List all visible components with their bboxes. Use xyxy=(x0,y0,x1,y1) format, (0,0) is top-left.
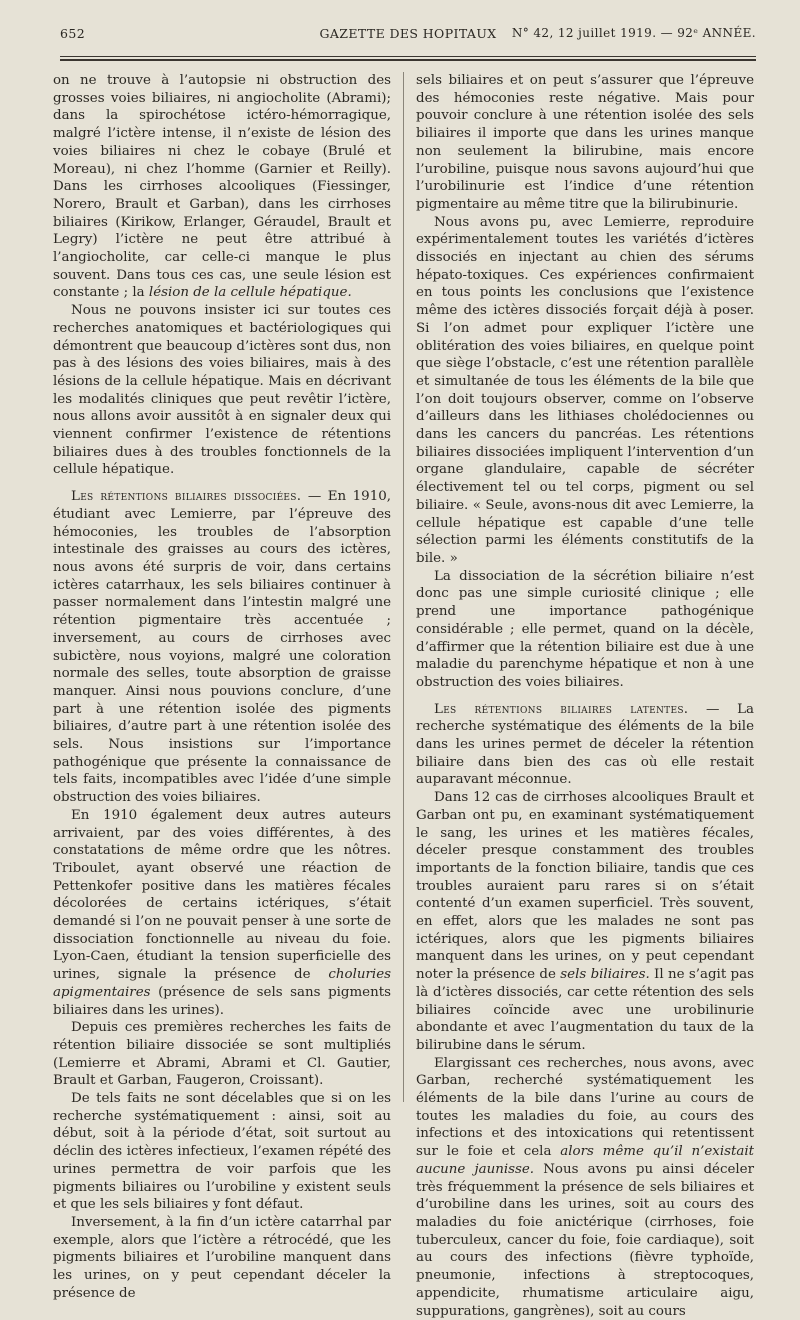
header-rule-thick xyxy=(60,59,756,61)
section-heading: Les rétentions biliaires dissociées. xyxy=(71,489,302,505)
paragraph: Nous ne pouvons insister ici sur toutes ces recherches anatomiques et bactériologiques qui démontrent que beaucoup d’ictères sont dus, non pas à des lésions des voies biliaires, mais à des lésions de la cellule hépatique. Mais en décrivant les modalités cliniques que peut revêtir l’ictère, nous allons avoir aussitôt à en signaler deux qui viennent confirmer l’existence de rétentions biliaires dues à des troubles fonctionnels de la cellule hépatique. xyxy=(53,303,391,478)
paragraph: En 1910 également deux autres auteurs arrivaient, par des voies différentes, à des constatations de même ordre que les nôtres. Triboulet, ayant observé une réaction de Pettenkofer positive dans les matières fécales décolorées de certains ictériques, s’était demandé si l’on ne pouvait penser à une sorte de dissociation fonctionnelle au niveau du foie. Lyon-Caen, étudiant la tension superficielle des urines, signale la présence de choluries apigmentaires (présence de sels sans pigments biliaires dans les urines). xyxy=(53,807,391,1018)
paragraph: Nous avons pu, avec Lemierre, reproduire expérimentalement toutes les variétés d’ictères dissociés en injectant au chien des sérums hépato-toxiques. Ces expériences confirmaient en tous points les conclusions que l’existence même des ictères dissociés forçait déjà à poser. Si l’on admet pour expliquer l’ictère une oblitération des voies biliaires, en quelque point que siège l’obstacle, c’est une rétention parallèle et simultanée de tous les éléments de la bile que l’on doit toujours observer, comme on l’observe d’ailleurs dans les lithiases cholédociennes ou dans les cancers du pancréas. Les rétentions biliaires dissociées impliquent l’intervention d’un organe glandulaire, capable de sécréter électivement tel ou tel corps, pigment ou sel biliaire. « Seule, avons-nous dit avec Lemierre, la cellule hépatique est capable d’une telle sélection parmi les éléments constitutifs de la bile. » xyxy=(416,214,754,566)
page-header xyxy=(60,22,756,44)
section-heading: Les rétentions biliaires latentes. xyxy=(434,701,689,717)
paragraph: Depuis ces premières recherches les faits de rétention biliaire dissociée se sont multipliés (Lemierre et Abrami, Abrami et Cl. Gautier, Brault et Garban, Faugeron, Croissant). xyxy=(53,1020,391,1089)
section-paragraph: Les rétentions biliaires dissociées. — En 1910, étudiant avec Lemierre, par l’épreuve des hémoconies, les troubles de l’absorption intestinale des graisses au cours des ictères, nous avons été surpris de voir, dans certains ictères catarrhaux, les sels biliaires continuer à passer normalement dans l’intestin malgré une rétention pigmentaire très accentuée ; inversement, au cours de cirrhoses avec subictère, nous voyions, malgré une coloration normale des selles, toute absorption de graisse manquer. Ainsi nous pouvions conclure, d’une part à une rétention isolée des pigments biliaires, d’autre part à une rétention isolée des sels. Nous insistions sur l’importance pathogénique que présente la connaissance de tels faits, incompatibles avec l’idée d’une simple obstruction des voies biliaires. xyxy=(53,489,391,806)
journal-title: GAZETTE DES HOPITAUX xyxy=(319,26,497,41)
paragraph: Inversement, à la fin d’un ictère catarrhal par exemple, alors que l’ictère a rétrocédé, que les pigments biliaires et l’urobiline manquent dans les urines, on y peut cependant déceler la présence de xyxy=(53,1215,391,1301)
paragraph: De tels faits ne sont décelables que si on les recherche systématiquement : ainsi, soit au début, soit à la période d’état, soit surtout au déclin des ictères infectieux, l’examen répété des urines permettra de voir parfois que les pigments biliaires ou l’urobiline y existent seuls et que les sels biliaires y font défaut. xyxy=(53,1091,391,1213)
header-rule-thin xyxy=(60,56,756,57)
column-divider xyxy=(403,72,404,1102)
right-column xyxy=(416,72,754,1320)
issue-info: N° 42, 12 juillet 1919. — 92ᵉ ANNÉE. xyxy=(511,26,756,40)
page-number: 652 xyxy=(60,26,86,41)
paragraph: La dissociation de la sécrétion biliaire n’est donc pas une simple curiosité clinique ; elle prend une importance pathogénique considérable ; elle permet, quand on la décèle, d’affirmer que la rétention biliaire est due à une maladie du parenchyme hépatique et non à une obstruction des voies biliaires. xyxy=(416,568,754,690)
paragraph: on ne trouve à l’autopsie ni obstruction des grosses voies biliaires, ni angiocholite (Abrami); dans la spirochétose ictéro-hémorragique, malgré l’ictère intense, il n’existe de lésion des voies biliaires ni chez le cobaye (Brulé et Moreau), ni chez l’homme (Garnier et Reilly). Dans les cirrhoses alcooliques (Fiessinger, Norero, Brault et Garban), dans les cirrhoses biliaires (Kirikow, Erlanger, Géraudel, Brault et Legry) l’ictère ne peut être attribué à l’angiocholite, car celle-ci manque le plus souvent. Dans tous ces cas, une seule lésion est constante ; la lésion de la cellule hépatique. xyxy=(53,73,391,301)
left-column xyxy=(53,72,391,1303)
section-paragraph: Les rétentions biliaires latentes. — La recherche systématique des éléments de la bile dans les urines permet de déceler la rétention biliaire dans bien des cas où elle restait auparavant méconnue. xyxy=(416,701,755,788)
paragraph: Elargissant ces recherches, nous avons, avec Garban, recherché systématiquement les éléments de la bile dans l’urine au cours de toutes les maladies du foie, au cours des infections et des intoxications qui retentissent sur le foie et cela alors même qu’il n’existait aucune jaunisse. Nous avons pu ainsi déceler très fréquemment la présence de sels biliaires et d’urobiline dans les urines, soit au cours des maladies du foie anictérique (cirrhoses, foie tuberculeux, cancer du foie, foie cardiaque), soit au cours des infections (fièvre typhoïde, pneumonie, infections à streptocoques, appendicite, rhumatisme articulaire aigu, suppurations, gangrènes), soit au cours xyxy=(416,1055,754,1319)
paragraph: sels biliaires et on peut s’assurer que l’épreuve des hémoconies reste négative. Mais pour pouvoir conclure à une rétention isolée des sels biliaires il importe que dans les urines manque non seulement la bilirubine, mais encore l’urobiline, puisque nous savons aujourd’hui que l’urobilinurie est l’indice d’une rétention pigmentaire au même titre que la bilirubinurie. xyxy=(416,73,754,212)
paragraph: Dans 12 cas de cirrhoses alcooliques Brault et Garban ont pu, en examinant systématiquement le sang, les urines et les matières fécales, déceler presque constamment des troubles importants de la fonction biliaire, tandis que ces troubles auraient paru rares si on s’était contenté d’un examen superficiel. Très souvent, en effet, alors que les malades ne sont pas ictériques, alors que les pigments biliaires manquent dans les urines, on y peut cependant noter la présence de sels biliaires. Il ne s’agit pas là d’ictères dissociés, car cette rétention des sels biliaires coïncide avec une urobilinurie abondante et avec l’augmentation du taux de la bilirubine dans le sérum. xyxy=(416,790,754,1053)
